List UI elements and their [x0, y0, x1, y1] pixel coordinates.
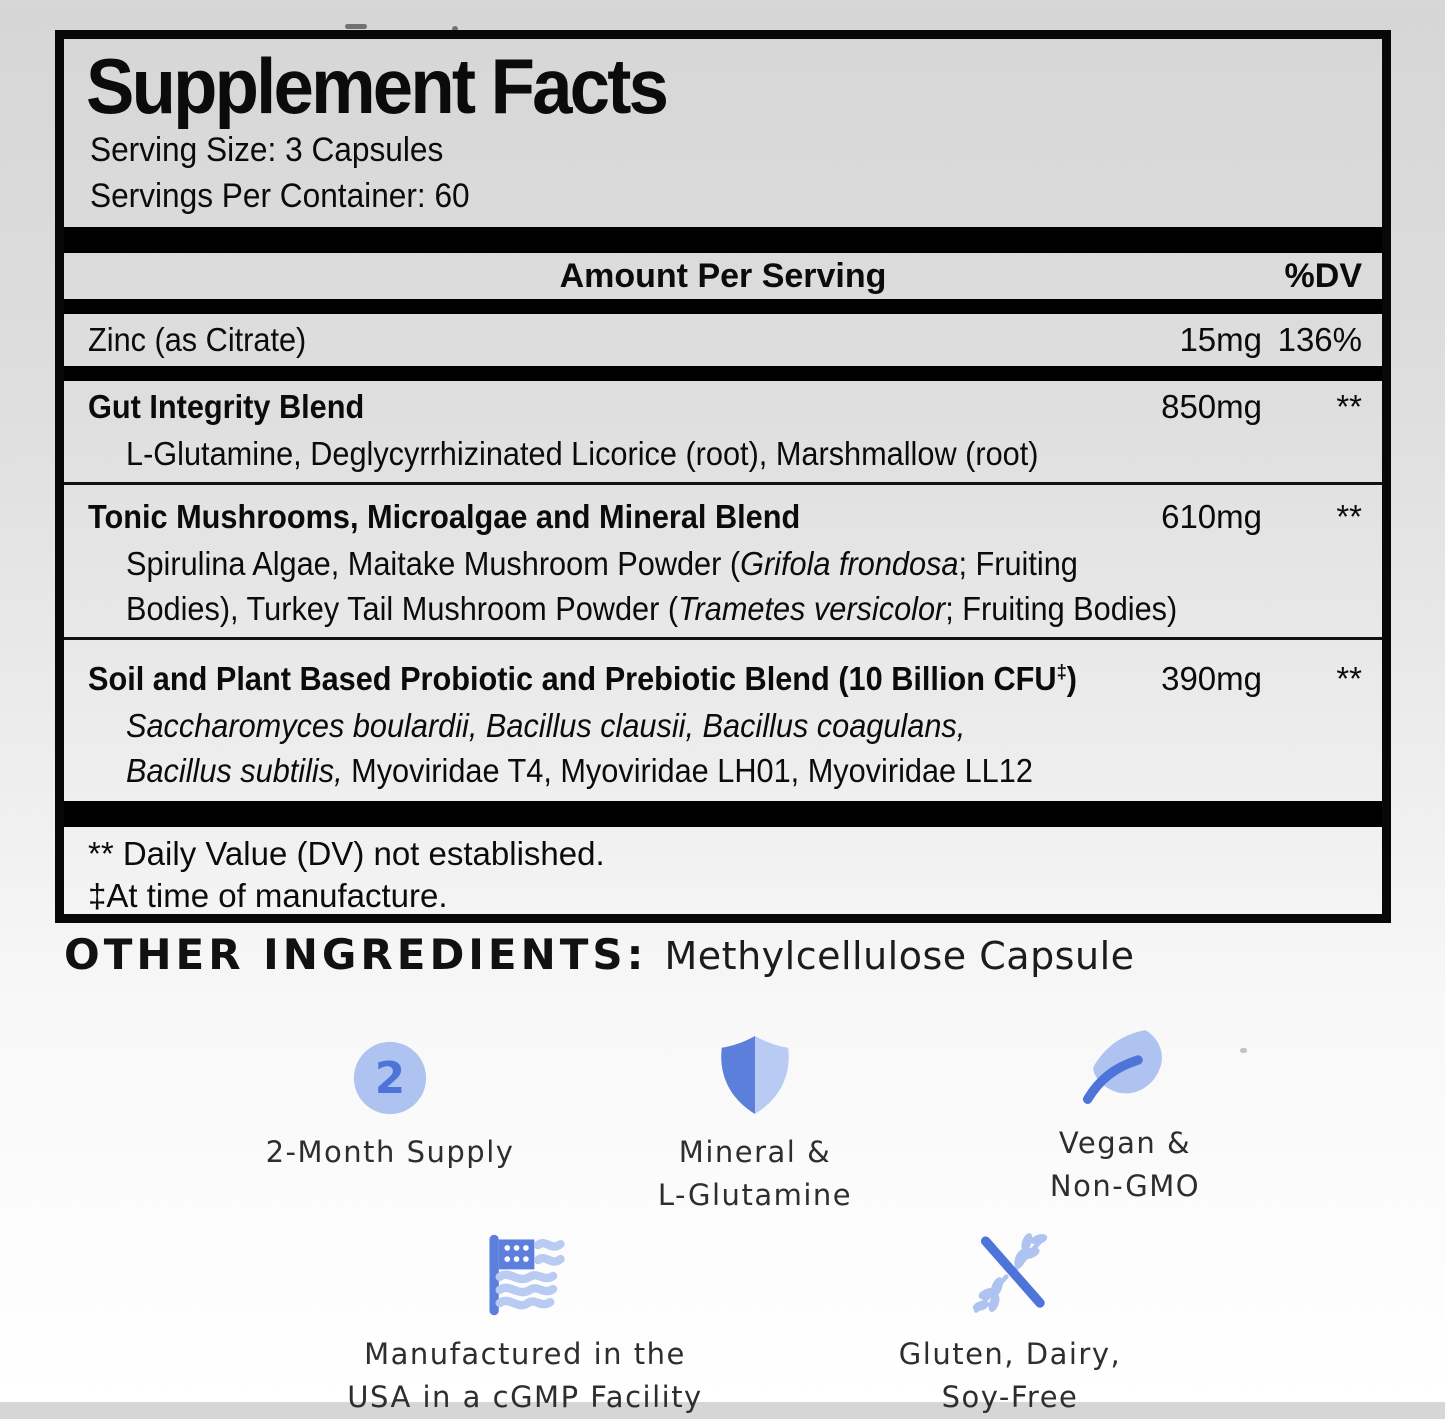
sub-ingredients-line	[64, 431, 1382, 476]
sub-ingredients-line	[64, 748, 1382, 793]
dv-value: **	[1336, 388, 1362, 425]
2-month-supply-icon	[352, 1040, 428, 1121]
amount-value: 610mg	[1161, 498, 1262, 535]
text-segment: Myoviridae T4, Myoviridae LH01, Myoviridae LL12	[342, 752, 1033, 789]
badge-mineral-l-glutamine	[605, 1034, 905, 1217]
badge-caption	[345, 1333, 705, 1419]
servings-per-container: Servings Per Container: 60	[90, 177, 470, 215]
badge-caption-line: Vegan &	[1058, 1126, 1192, 1160]
badge-caption-line: Manufactured in the	[364, 1337, 686, 1371]
other-ingredients-line	[64, 930, 1135, 979]
amount-value: 390mg	[1161, 660, 1262, 697]
text-segment: )	[1066, 660, 1078, 697]
dv-value: **	[1336, 498, 1362, 535]
text-segment: Soil and Plant Based Probiotic and Prebiotic Blend (10 Billion CFU	[88, 660, 1057, 697]
ingredient-name	[88, 383, 1147, 431]
row-divider	[64, 482, 1382, 485]
dv-header: %DV	[1284, 257, 1362, 295]
footnote-dv-not-established: ** Daily Value (DV) not established.	[88, 835, 605, 872]
text-segment: Zinc (as Citrate)	[88, 321, 307, 358]
badge-caption	[830, 1333, 1190, 1419]
amount-value: 850mg	[1161, 388, 1262, 425]
other-ingredients-value: Methylcellulose Capsule	[664, 934, 1135, 978]
badge-caption-line: USA in a cGMP Facility	[347, 1380, 703, 1414]
text-segment: Tonic Mushrooms, Microalgae and Mineral Blend	[88, 498, 801, 535]
badge-caption-line: Non-GMO	[1049, 1169, 1201, 1203]
badge-manufactured-in-the-usa-in-a-cgmp-facility	[345, 1232, 705, 1419]
row-divider	[64, 637, 1382, 640]
ingredient-row	[64, 381, 1382, 476]
ingredient-row	[64, 646, 1382, 793]
shield-icon	[716, 1034, 794, 1121]
text-segment: Grifola frondosa	[740, 545, 959, 582]
no-gluten-icon	[965, 1228, 1055, 1323]
badge-caption	[605, 1131, 905, 1217]
column-header-row	[64, 253, 1382, 299]
text-segment: Trametes versicolor	[678, 590, 946, 627]
sub-ingredients-line	[64, 703, 1382, 748]
text-segment: ; Fruiting Bodies)	[945, 590, 1178, 627]
text-segment: ‡	[1056, 661, 1067, 683]
text-segment: Saccharomyces boulardii, Bacillus clausii, Bacillus coagulans,	[126, 707, 966, 744]
badge-caption-line: Mineral &	[678, 1135, 832, 1169]
ingredient-rows	[64, 314, 1382, 827]
ingredient-name	[88, 316, 1147, 364]
serving-size: Serving Size: 3 Capsules	[90, 131, 444, 169]
divider-medium-bar	[64, 299, 1382, 314]
badge-caption-line: Soy-Free	[941, 1380, 1079, 1414]
row-divider	[64, 801, 1382, 827]
divider-thick-bar	[64, 227, 1382, 253]
badge-caption-line: Gluten, Dairy,	[898, 1337, 1122, 1371]
ingredient-name	[88, 648, 1147, 703]
panel-title: Supplement Facts	[86, 42, 667, 130]
other-ingredients-label: OTHER INGREDIENTS:	[64, 930, 648, 979]
footnote-time-of-manufacture: ‡At time of manufacture.	[88, 877, 448, 914]
badge-caption	[975, 1122, 1275, 1208]
badge-gluten-dairy-soy-free	[830, 1228, 1190, 1419]
amount-per-serving-header: Amount Per Serving	[559, 257, 887, 295]
sub-ingredients-line	[64, 541, 1382, 586]
row-divider	[64, 366, 1382, 381]
text-segment: L-Glutamine, Deglycyrrhizinated Licorice (root), Marshmallow (root)	[126, 435, 1039, 472]
text-segment: Bacillus subtilis,	[126, 752, 343, 789]
supplement-facts-panel	[55, 30, 1391, 923]
sub-ingredients-line	[64, 586, 1382, 631]
text-segment: Spirulina Algae, Maitake Mushroom Powder (	[126, 545, 741, 582]
amount-value: 15mg	[1179, 321, 1262, 358]
badge-2-month-supply	[240, 1040, 540, 1174]
badge-caption-line: 2-Month Supply	[265, 1135, 515, 1169]
badge-vegan-non-gmo	[975, 1028, 1275, 1208]
text-segment: Gut Integrity Blend	[88, 388, 365, 425]
dv-value: 136%	[1277, 321, 1362, 358]
footnotes	[64, 827, 1382, 917]
text-segment: ; Fruiting	[958, 545, 1078, 582]
leaf-icon	[1082, 1028, 1168, 1112]
ingredient-row	[64, 491, 1382, 631]
ingredient-name	[88, 493, 1147, 541]
crop-artifact-speck	[345, 24, 367, 29]
badge-caption	[240, 1131, 540, 1174]
dv-value: **	[1336, 660, 1362, 697]
svg-text:2: 2	[374, 1053, 406, 1105]
badge-caption-line: L-Glutamine	[657, 1178, 853, 1212]
ingredient-row	[64, 314, 1382, 364]
usa-flag-icon	[482, 1232, 568, 1323]
text-segment: Bodies), Turkey Tail Mushroom Powder (	[126, 590, 679, 627]
